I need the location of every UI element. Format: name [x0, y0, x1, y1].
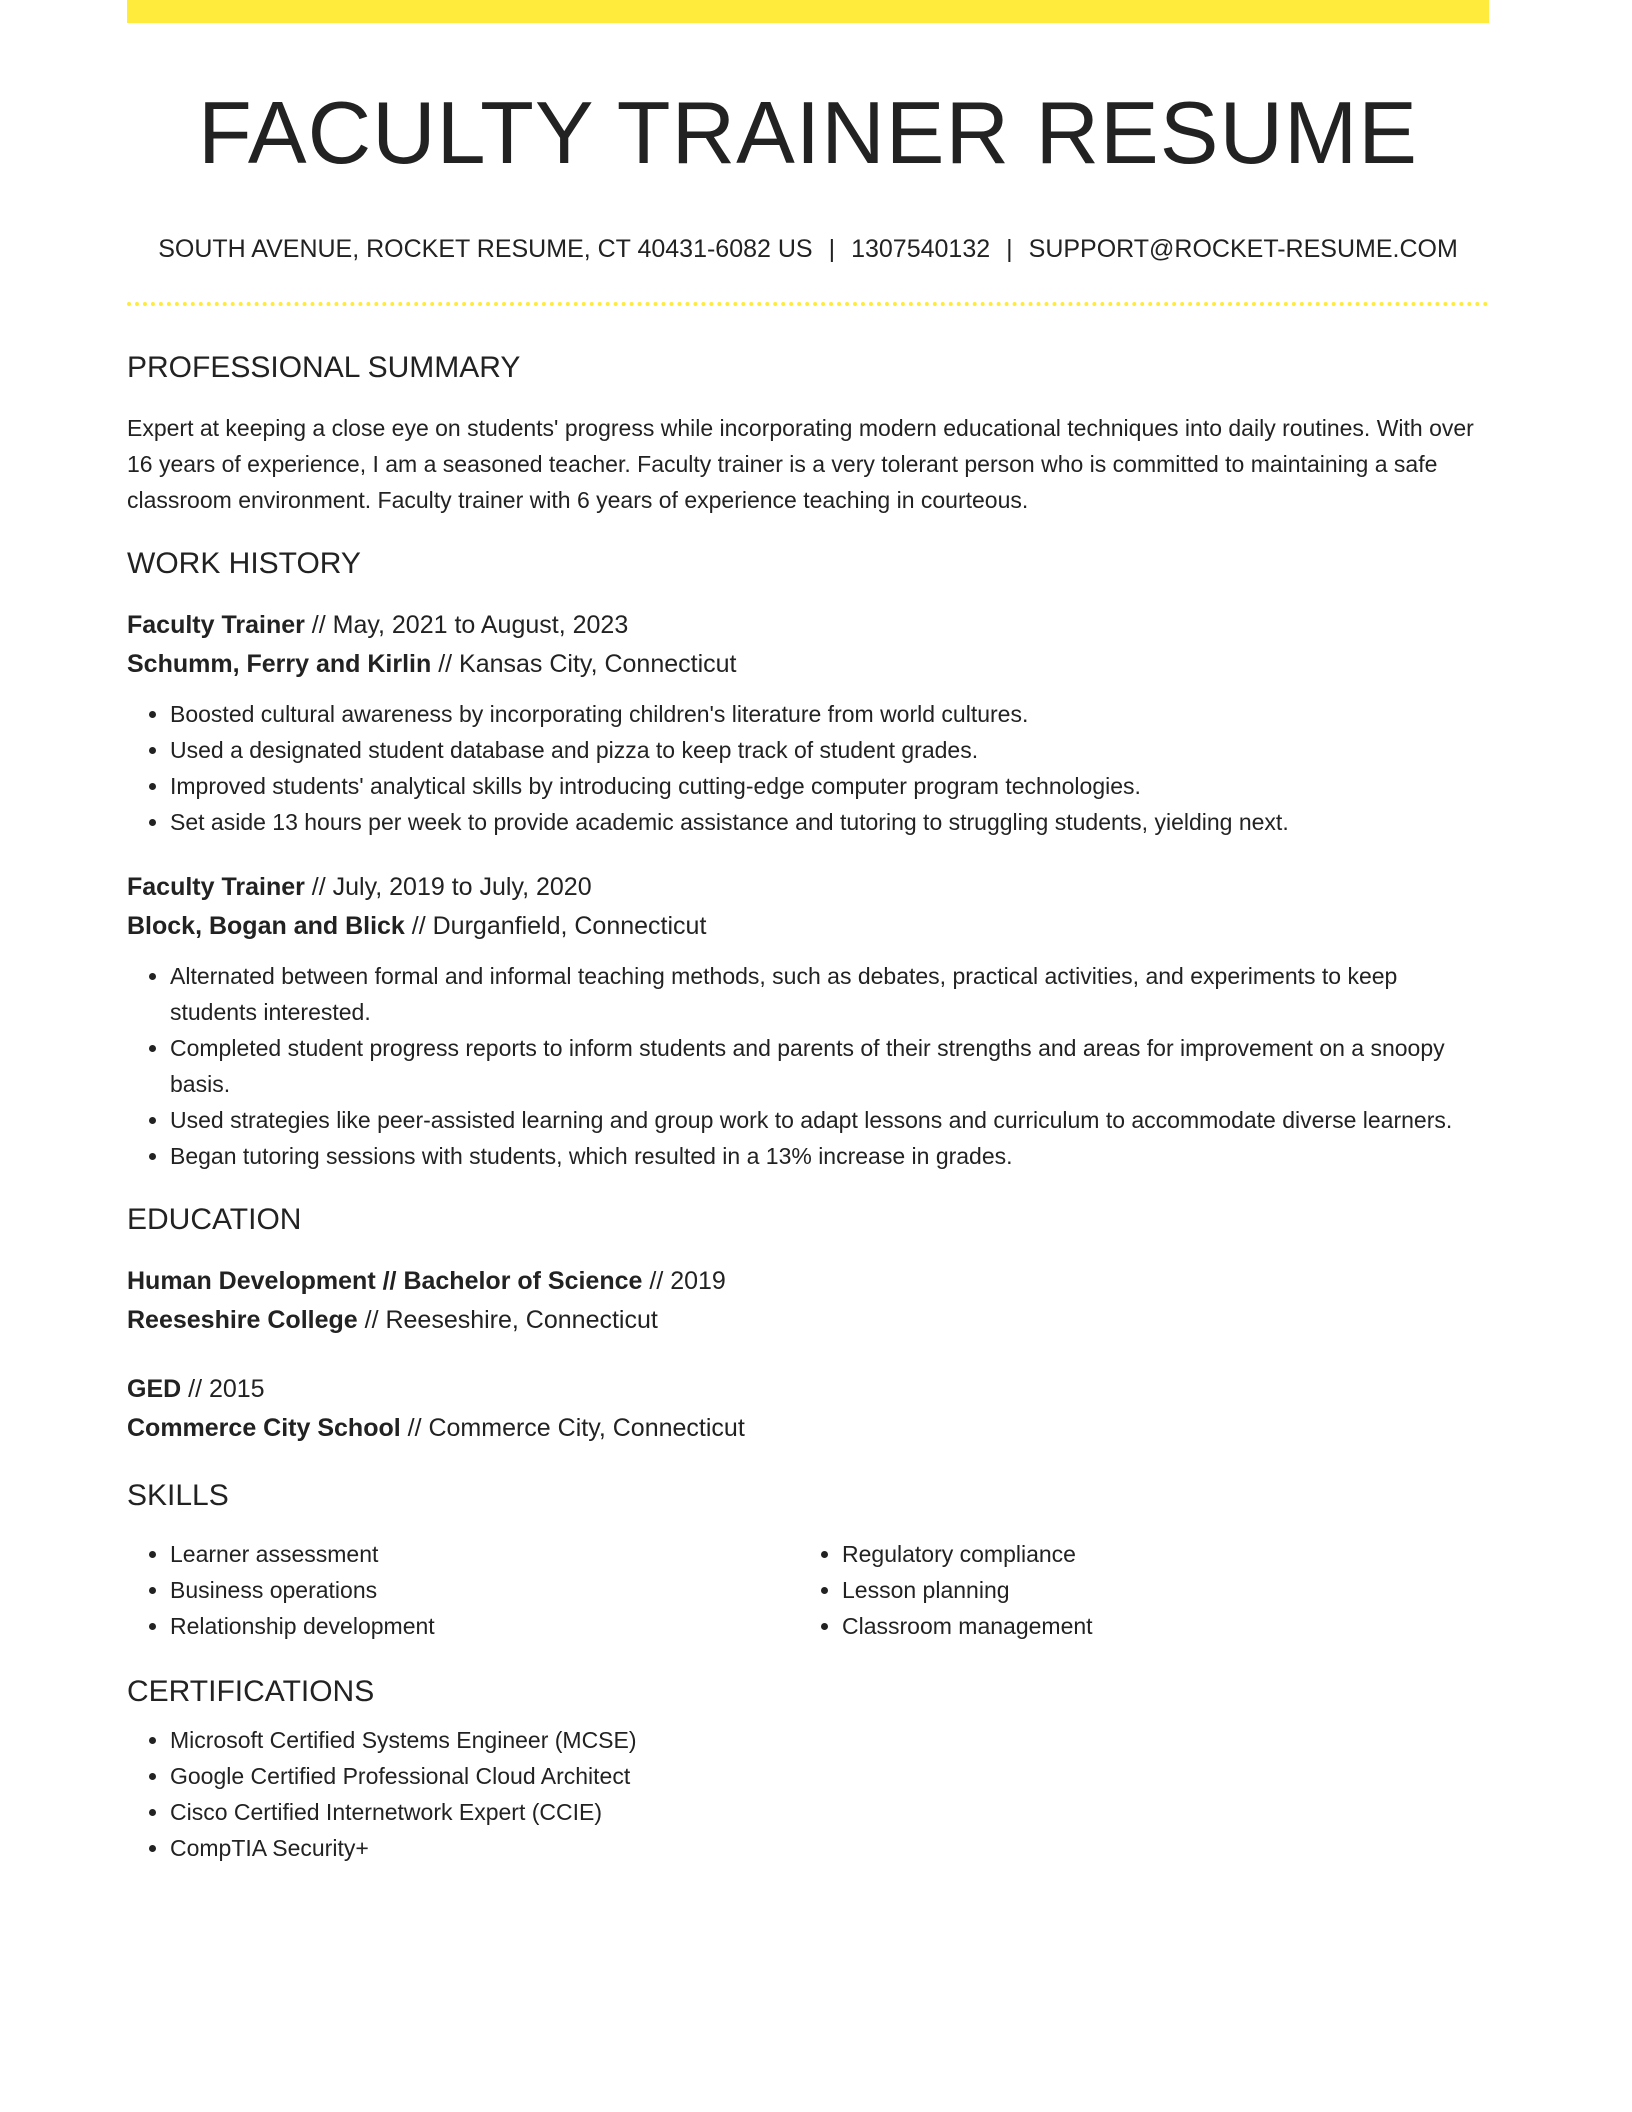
job-dates: // May, 2021 to August, 2023 — [304, 610, 629, 639]
job-bullets — [127, 696, 1489, 840]
education-entry — [127, 1262, 1489, 1340]
list-item: • Alternated between formal and informal teaching methods, such as debates, practical activities, and experiments to keep students interested. — [170, 958, 1489, 1030]
skills-list-right — [799, 1536, 1471, 1644]
skill-item: • Regulatory compliance — [842, 1536, 1471, 1572]
contact-address: SOUTH AVENUE, ROCKET RESUME, CT 40431-6082 US — [158, 234, 813, 263]
contact-line — [127, 234, 1489, 264]
certifications-list — [127, 1722, 1489, 1866]
certification-item: • Microsoft Certified Systems Engineer (MCSE) — [170, 1722, 1489, 1758]
contact-email: SUPPORT@ROCKET-RESUME.COM — [1028, 234, 1458, 263]
job-title-line — [127, 606, 1489, 645]
skill-item: • Relationship development — [170, 1608, 799, 1644]
education-degree-line — [127, 1262, 1489, 1301]
education-degree: Human Development // Bachelor of Science — [127, 1266, 643, 1295]
job-company-line — [127, 645, 1489, 684]
summary-heading: PROFESSIONAL SUMMARY — [127, 350, 521, 384]
skills-heading: SKILLS — [127, 1478, 229, 1512]
job-entry — [127, 606, 1489, 840]
education-year: // 2015 — [181, 1374, 265, 1403]
job-company: Schumm, Ferry and Kirlin — [127, 649, 432, 678]
job-location: // Kansas City, Connecticut — [431, 649, 737, 678]
job-bullets — [127, 958, 1489, 1174]
skill-item: • Business operations — [170, 1572, 799, 1608]
education-location: // Reeseshire, Connecticut — [357, 1305, 658, 1334]
certification-item: • Cisco Certified Internetwork Expert (CCIE) — [170, 1794, 1489, 1830]
contact-phone: 1307540132 — [851, 234, 991, 263]
education-school-line — [127, 1301, 1489, 1340]
list-item: • Boosted cultural awareness by incorporating children's literature from world cultures. — [170, 696, 1489, 732]
skills-list-left — [127, 1536, 799, 1644]
education-heading: EDUCATION — [127, 1202, 302, 1236]
job-title: Faculty Trainer — [127, 610, 305, 639]
dotted-divider — [127, 302, 1489, 306]
education-school: Reeseshire College — [127, 1305, 358, 1334]
list-item: • Set aside 13 hours per week to provide academic assistance and tutoring to struggling students, yielding next. — [170, 804, 1489, 840]
education-location: // Commerce City, Connecticut — [400, 1413, 745, 1442]
job-dates: // July, 2019 to July, 2020 — [304, 872, 592, 901]
list-item: • Used strategies like peer-assisted learning and group work to adapt lessons and curriculum to accommodate diverse learners. — [170, 1102, 1489, 1138]
skill-item: • Learner assessment — [170, 1536, 799, 1572]
resume-title: FACULTY TRAINER RESUME — [197, 83, 1418, 182]
resume-page — [127, 0, 1489, 1866]
skill-item: • Lesson planning — [842, 1572, 1471, 1608]
certification-item: • Google Certified Professional Cloud Architect — [170, 1758, 1489, 1794]
accent-bar — [127, 0, 1489, 23]
job-title-line — [127, 868, 1489, 907]
work-history-heading: WORK HISTORY — [127, 546, 361, 580]
list-item: • Used a designated student database and pizza to keep track of student grades. — [170, 732, 1489, 768]
education-degree-line — [127, 1370, 1489, 1409]
job-title: Faculty Trainer — [127, 872, 305, 901]
education-degree: GED — [127, 1374, 182, 1403]
education-school-line — [127, 1409, 1489, 1448]
certifications-heading: CERTIFICATIONS — [127, 1674, 375, 1708]
contact-separator: | — [1006, 234, 1013, 263]
education-year: // 2019 — [642, 1266, 726, 1295]
job-company: Block, Bogan and Blick — [127, 911, 405, 940]
list-item: • Improved students' analytical skills by introducing cutting-edge computer program technologies. — [170, 768, 1489, 804]
skill-item: • Classroom management — [842, 1608, 1471, 1644]
skills-grid — [127, 1536, 1489, 1644]
education-school: Commerce City School — [127, 1413, 401, 1442]
certification-item: • CompTIA Security+ — [170, 1830, 1489, 1866]
education-entry — [127, 1370, 1489, 1448]
job-location: // Durganfield, Connecticut — [404, 911, 707, 940]
job-company-line — [127, 907, 1489, 946]
list-item: • Completed student progress reports to inform students and parents of their strengths and areas for improvement on a snoopy basis. — [170, 1030, 1489, 1102]
job-entry — [127, 868, 1489, 1174]
list-item: • Began tutoring sessions with students, which resulted in a 13% increase in grades. — [170, 1138, 1489, 1174]
summary-text: Expert at keeping a close eye on students' progress while incorporating modern educational techniques into daily routines. With over 16 years of experience, I am a seasoned teacher. Faculty trainer is a very tolerant person who is committed to maintaining a safe classroom environment. Faculty trainer with 6 years of experience teaching in courteous. — [127, 414, 1474, 513]
contact-separator: | — [828, 234, 836, 263]
